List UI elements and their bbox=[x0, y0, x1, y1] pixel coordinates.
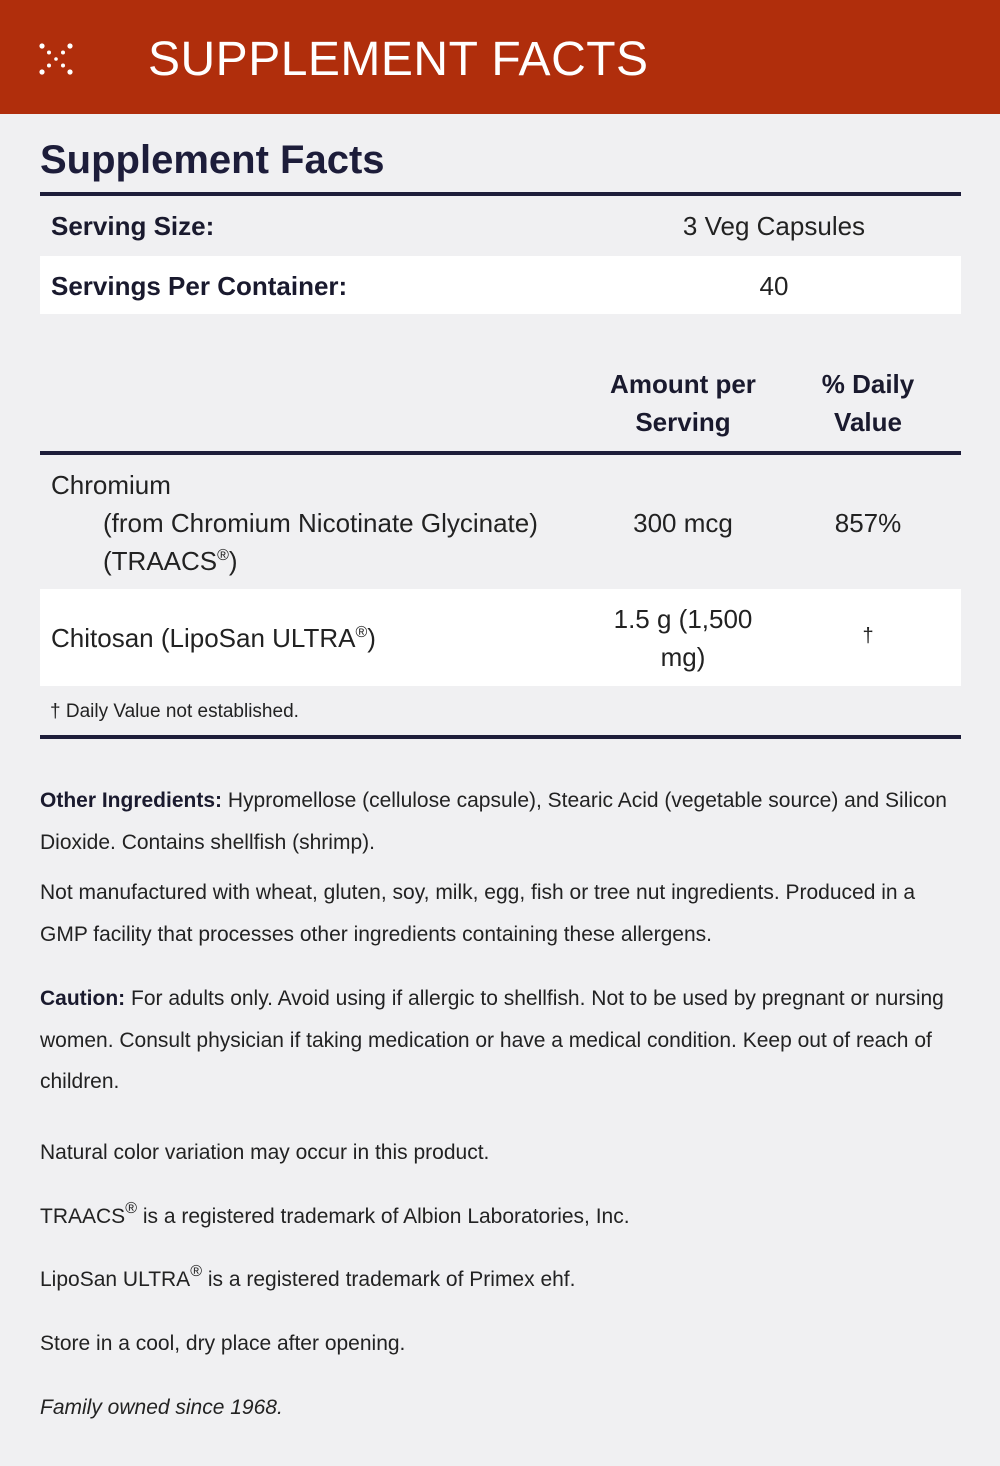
servings-per-container-label: Servings Per Container: bbox=[51, 271, 348, 301]
header-banner bbox=[0, 0, 1000, 114]
registered-mark: ® bbox=[355, 624, 368, 641]
servings-per-container-value: 40 bbox=[759, 271, 789, 301]
registered-mark: ® bbox=[190, 1263, 202, 1280]
nutrient-amount-line1: 1.5 g (1,500 bbox=[613, 604, 753, 634]
column-header-row bbox=[40, 365, 961, 443]
nutrient-amount bbox=[593, 600, 773, 676]
nutrient-name-text: Chitosan (LipoSan ULTRA bbox=[51, 623, 356, 653]
caution bbox=[40, 978, 965, 1103]
other-ingredients-text: Hypromellose (cellulose capsule), Stearic Acid (vegetable source) and Silicon Dioxide. Contains shellfish (shrimp). bbox=[40, 789, 947, 854]
nutrient-source-trademark bbox=[103, 542, 238, 580]
other-ingredients-label: Other Ingredients: bbox=[40, 789, 223, 812]
allergen-note: Not manufactured with wheat, gluten, soy, milk, egg, fish or tree nut ingredients. Produced in a GMP facility that processes other ingredients containing these allergens. bbox=[40, 881, 916, 946]
column-header-daily-value bbox=[800, 365, 936, 441]
nutrient-row-chromium bbox=[40, 455, 961, 589]
sparkle-x-icon bbox=[38, 42, 74, 76]
nutrient-row-chitosan bbox=[40, 589, 961, 686]
trademark-traacs-text: is a registered trademark of Albion Laboratories, Inc. bbox=[136, 1205, 630, 1228]
nutrient-amount: 300 mcg bbox=[633, 508, 733, 538]
nutrient-amount-line2: mg) bbox=[660, 642, 706, 672]
nutrient-name bbox=[51, 619, 376, 657]
facts-title: Supplement Facts bbox=[40, 138, 385, 182]
caution-text: For adults only. Avoid using if allergic to shellfish. Not to be used by pregnant or nursing women. Consult physician if taking medication or have a medical condition. Keep out of reach of children. bbox=[40, 987, 944, 1093]
trademark-liposan bbox=[40, 1259, 965, 1301]
column-header-amount-line1: Amount per bbox=[610, 369, 756, 399]
nutrient-name-close: ) bbox=[367, 623, 376, 653]
nutrient-daily-value: 857% bbox=[834, 508, 902, 538]
serving-size-value: 3 Veg Capsules bbox=[682, 211, 866, 241]
servings-per-container-row bbox=[40, 256, 961, 314]
nutrient-name: Chromium bbox=[51, 470, 171, 500]
column-header-amount-line2: Serving bbox=[635, 407, 731, 437]
banner-title: SUPPLEMENT FACTS bbox=[148, 33, 649, 86]
daily-value-footnote: † Daily Value not established. bbox=[50, 701, 299, 722]
divider bbox=[40, 735, 961, 739]
registered-mark: ® bbox=[217, 547, 229, 564]
trademark-liposan-text: is a registered trademark of Primex ehf. bbox=[202, 1268, 576, 1291]
registered-mark: ® bbox=[125, 1200, 137, 1217]
column-header-dv-line1: % Daily bbox=[821, 369, 915, 399]
color-note: Natural color variation may occur in this product. bbox=[40, 1141, 490, 1164]
trademark-liposan-name: LipoSan ULTRA bbox=[40, 1268, 191, 1291]
column-header-amount bbox=[593, 365, 773, 441]
nutrient-source-brand: (TRAACS bbox=[103, 546, 218, 576]
caution-label: Caution: bbox=[40, 987, 126, 1010]
column-header-dv-line2: Value bbox=[834, 407, 902, 437]
nutrient-source: (from Chromium Nicotinate Glycinate) bbox=[103, 508, 538, 538]
nutrient-daily-value: † bbox=[862, 625, 874, 647]
family-owned-note: Family owned since 1968. bbox=[40, 1396, 283, 1419]
nutrient-source-close: ) bbox=[228, 546, 238, 576]
trademark-traacs-name: TRAACS bbox=[40, 1205, 126, 1228]
serving-size-row bbox=[40, 196, 961, 256]
trademark-traacs bbox=[40, 1196, 965, 1238]
storage-note: Store in a cool, dry place after opening. bbox=[40, 1332, 406, 1355]
serving-size-label: Serving Size: bbox=[51, 211, 215, 241]
other-ingredients bbox=[40, 780, 965, 863]
